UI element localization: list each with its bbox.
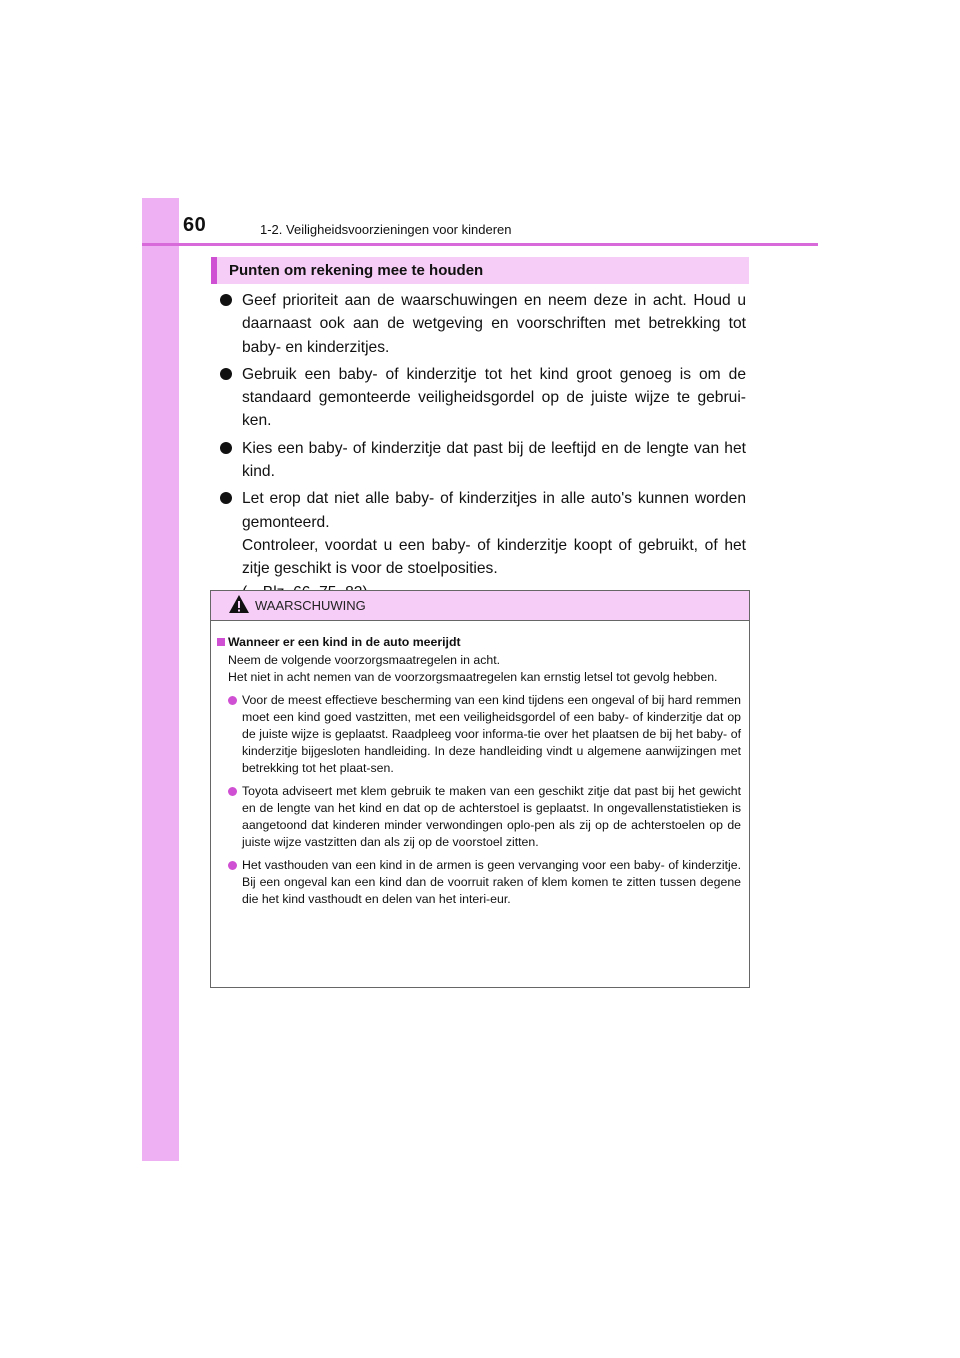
sub-heading-text: Punten om rekening mee te houden xyxy=(229,262,484,279)
sub-heading-bar xyxy=(211,257,749,284)
page-number: 60 xyxy=(183,214,207,236)
warning-box xyxy=(210,590,750,988)
bullet-icon xyxy=(228,787,237,796)
chapter-side-tab xyxy=(142,198,179,1161)
square-bullet-icon xyxy=(217,638,225,646)
list-item: Gebruik een baby- of kinderzitje tot het kind groot genoeg is om de standaard gemonteerde veiligheidsgordel op de juiste wijze te gebrui-ken. xyxy=(218,363,746,433)
section-title: 1-2. Veiligheidsvoorzieningen voor kinderen xyxy=(260,222,512,237)
list-item: Let erop dat niet alle baby- of kinderzitjes in alle auto's kunnen worden gemonteerd. Controleer, voordat u een baby- of kinderzitje koopt of gebruikt, of het zitje geschikt is voor de stoelposities. xyxy=(218,487,746,603)
list-item-continuation: Controleer, voordat u een baby- of kinderzitje koopt of gebruikt, of het zitje geschikt is voor de stoelposities. xyxy=(242,536,746,578)
warning-label: WAARSCHUWING xyxy=(255,598,366,613)
warning-intro: Neem de volgende voorzorgsmaatregelen in acht. Het niet in acht nemen van de voorzorgsmaatregelen kan ernstig letsel tot gevolg hebben. xyxy=(228,653,718,684)
warning-list-item: Het vasthouden van een kind in de armen is geen vervanging voor een baby- of kinderzitje. Bij een ongeval kan een kind dan de voorruit raken of klem komen te zitten tussen degene die het kind vasthoudt en delen van het interi-eur. xyxy=(217,857,743,908)
bullet-icon xyxy=(228,696,237,705)
bullet-icon xyxy=(220,442,232,454)
warning-triangle-icon xyxy=(228,594,250,614)
list-item: Kies een baby- of kinderzitje dat past bij de leeftijd en de lengte van het kind. xyxy=(218,437,746,484)
warning-list-item: Voor de meest effectieve bescherming van een kind tijdens een ongeval of bij hard remmen moet een kind goed vastzitten, met een veiligheidsgordel of een baby- of kinderzitje dat op de juiste wijze is geplaatst. Raadpleeg voor informa-tie over het plaatsen de bij het baby- of kinderzitje bijgesloten handleiding. In deze handleiding vindt u algemene aanwijzingen met betrekking tot het plaat-sen. xyxy=(217,692,743,777)
warning-body xyxy=(211,621,749,908)
bullet-icon xyxy=(220,294,232,306)
warning-list-item: Toyota adviseert met klem gebruik te maken van een geschikt zitje dat past bij het gewicht en de lengte van het kind en dat op de achterstoel is geplaatst. In ongevallenstatistieken is aangetoond dat kinderen minder verwondingen oplo-pen als zij op de achterstoelen op de juiste wijze vastzitten dan als zij op de voorstoel zitten. xyxy=(217,783,743,851)
warning-header xyxy=(211,591,749,621)
bullet-icon xyxy=(220,492,232,504)
list-item: Geef prioriteit aan de waarschuwingen en neem deze in acht. Houd u daarnaast ook aan de wetgeving en voorschriften met betrekking tot baby- en kinderzitjes. xyxy=(218,289,746,359)
bullet-icon xyxy=(220,368,232,380)
header-divider xyxy=(142,243,818,246)
bullet-icon xyxy=(228,861,237,870)
warning-title: Wanneer er een kind in de auto meerijdt xyxy=(217,633,743,651)
warning-list xyxy=(217,692,743,908)
main-bullet-list xyxy=(218,289,746,608)
